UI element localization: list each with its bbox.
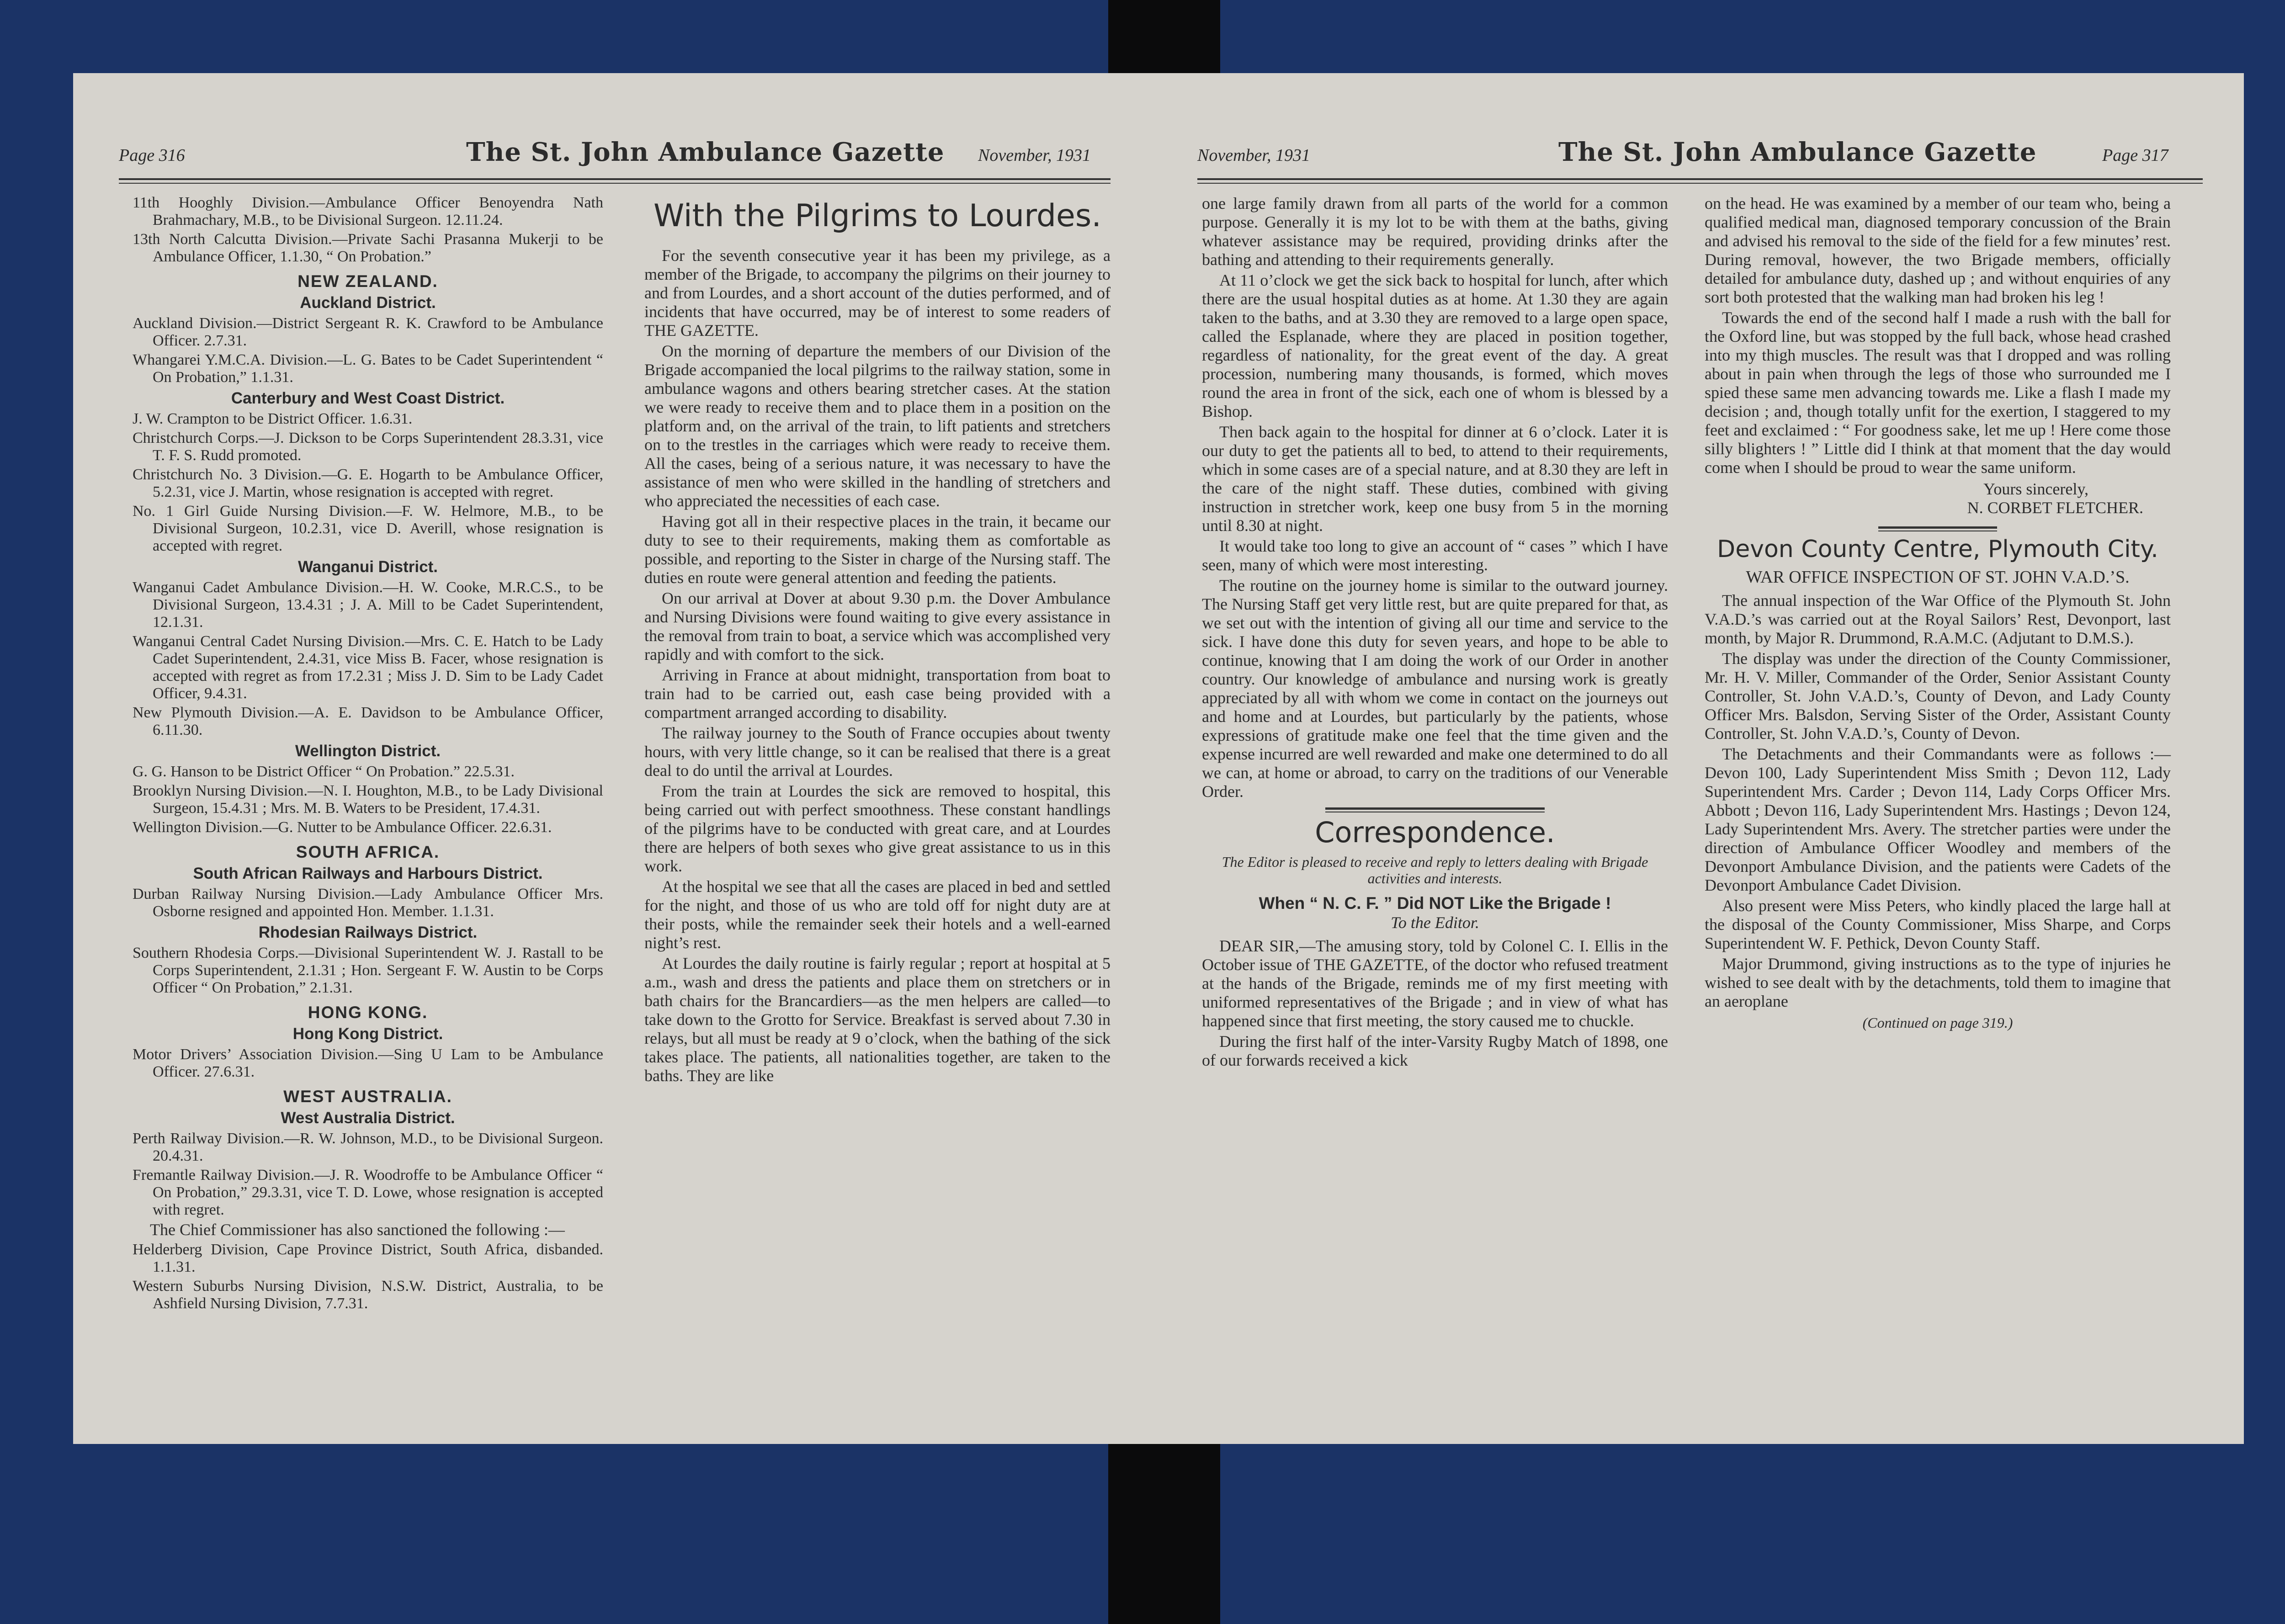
continued-note: (Continued on page 319.): [1862, 1014, 2013, 1031]
issue-date: November, 1931: [1197, 146, 1310, 165]
article-paragraph: At 11 o’clock we get the sick back to hospital for lunch, after which there are the usual hospital duties as at home. At 1.30 they are again taken to the baths, and at 3.30 they are removed to a large open space, called the Esplanade, where they are placed in position together, regardless of nationality, for the great event of the day. A great procession, numbering many thousands, is formed, which moves round the area in front of the sick, each one of whom is blessed by a Bishop.: [1202, 271, 1668, 420]
district-heading: West Australia District.: [281, 1109, 455, 1127]
correspondence-title: Correspondence.: [1315, 816, 1555, 849]
header-rule-thin: [119, 183, 1111, 184]
right-page: [1156, 73, 2244, 1444]
page-number: Page 316: [119, 146, 185, 165]
article-paragraph: On the morning of departure the members of our Division of the Brigade accompanied the local pilgrims to the railway station, some in ambulance wagons and others bearing stretcher cases. At the station we were ready to receive them and to place them in a position on the platform and, on the arrival of the train, to lift patients and stretchers on to the trestles in the carriages which were ready to receive them. All the cases, being of a serious nature, it was necessary to have the assistance of men who were skilled in the handling of stretchers and who appreciated the necessities of each case.: [644, 342, 1111, 510]
article-paragraph: From the train at Lourdes the sick are removed to hospital, this being carried out with perfect smoothness. These constant handlings of the pilgrims have to be conducted with great care, and at Lourdes there are helpers of both sexes who give great assistance to us in this work.: [644, 782, 1111, 875]
devon-paragraph: Major Drummond, giving instructions as to the type of injuries he wished to see dealt with by the detachments, told them to imagine that an aeroplane: [1705, 955, 2171, 1010]
country-heading: NEW ZEALAND.: [298, 272, 438, 291]
letter-paragraph: on the head. He was examined by a member of our team who, being a qualified medical man, diagnosed temporary concussion of the Brain and advised his removal to the side of the field for a few minutes’ rest. During removal, however, the two Brigade members, officially detailed for ambulance duty, dashed up ; and without enquiries of any sort both protested that the walking man had broken his leg !: [1705, 194, 2171, 306]
appointment-entry: Whangarei Y.M.C.A. Division.—L. G. Bates to be Cadet Superintendent “ On Probation,” 1.1.31.: [133, 351, 603, 386]
article-paragraph: For the seventh consecutive year it has been my privilege, as a member of the Brigade, to accompany the pilgrims on their journey to and from Lourdes, and a short account of the duties performed, and of incidents that have occurred, may be of interest to some readers of THE GAZETTE.: [644, 246, 1111, 340]
article-paragraph: Then back again to the hospital for dinner at 6 o’clock. Later it is our duty to get the patients all to bed, to attend to their requirements, which in some cases are of a special nature, and at 8.30 they are left in the care of the night staff. These duties, combined with giving instruction in stretcher work, keep one busy from 5 in the morning until 8.30 at night.: [1202, 423, 1668, 535]
district-heading: South African Railways and Harbours District.: [193, 865, 543, 882]
appointment-entry: Perth Railway Division.—R. W. Johnson, M.D., to be Divisional Surgeon. 20.4.31.: [133, 1130, 603, 1164]
appointment-entry: Southern Rhodesia Corps.—Divisional Superintendent W. J. Rastall to be Corps Superintendent, 2.1.31 ; Hon. Sergeant F. W. Austin to be Corps Officer “ On Probation,” 2.1.31.: [133, 945, 603, 996]
devon-paragraph: Also present were Miss Peters, who kindly placed the large hall at the disposal of the County Commissioner, Miss Sharpe, and Corps Superintendent W. F. Pethick, Devon County Staff.: [1705, 897, 2171, 952]
country-heading: WEST AUSTRALIA.: [283, 1087, 452, 1106]
appointment-entry: 11th Hooghly Division.—Ambulance Officer Benoyendra Nath Brahmachary, M.B., to be Divisional Surgeon. 12.11.24.: [133, 194, 603, 228]
country-heading: SOUTH AFRICA.: [296, 843, 440, 861]
left-page: [73, 73, 1156, 1444]
issue-date: November, 1931: [978, 146, 1091, 165]
page-number: Page 317: [2102, 146, 2168, 165]
district-heading: Canterbury and West Coast District.: [231, 389, 505, 407]
country-heading: HONG KONG.: [308, 1003, 428, 1022]
letter-signature: N. CORBET FLETCHER.: [1967, 499, 2143, 517]
letter-salutation-line: To the Editor.: [1391, 913, 1479, 932]
article-paragraph: It would take too long to give an account of “ cases ” which I have seen, many of which were most interesting.: [1202, 537, 1668, 574]
letter-paragraph: Towards the end of the second half I made a rush with the ball for the Oxford line, but was stopped by the full back, whose head crashed into my thigh muscles. The result was that I dropped and was rolling about in pain when through the legs of those who surrounded me I spied these same men advancing towards me. Like a flash I made my decision ; and, though totally unfit for the exertion, I staggered to my feet and exclaimed : “ For goodness sake, let me up ! Here come those silly blighters ! ” Little did I think at that moment that the day would come when I should be proud to wear the same uniform.: [1705, 308, 2171, 477]
note-paragraph: The Chief Commissioner has also sanctioned the following :—: [150, 1221, 565, 1239]
letter-paragraph: DEAR SIR,—The amusing story, told by Colonel C. I. Ellis in the October issue of THE GAZETTE, of the doctor who refused treatment at the hands of the Brigade, reminds me of my first meeting with uniformed representatives of the Brigade ; and in view of what has happened since that first meeting, the story caused me to chuckle.: [1202, 937, 1668, 1030]
devon-paragraph: The annual inspection of the War Office of the Plymouth St. John V.A.D.’s was carried out at the Royal Sailors’ Rest, Devonport, last month, by Major R. Drummond, R.A.M.C. (Adjutant to D.M.S.).: [1705, 591, 2171, 647]
article-paragraph: one large family drawn from all parts of the world for a common purpose. Generally it is my lot to be with them at the baths, giving whatever assistance may be required, providing drinks after the bathing and attending to their requirements generally.: [1202, 194, 1668, 269]
appointment-entry: Durban Railway Nursing Division.—Lady Ambulance Officer Mrs. Osborne resigned and appointed Hon. Member. 1.1.31.: [133, 886, 603, 920]
district-heading: Wellington District.: [295, 742, 441, 760]
appointment-entry: Wellington Division.—G. Nutter to be Ambulance Officer. 22.6.31.: [133, 819, 552, 836]
letter-closing: Yours sincerely,: [1983, 480, 2088, 498]
appointment-entry: Christchurch Corps.—J. Dickson to be Corps Superintendent 28.3.31, vice T. F. S. Rudd promoted.: [133, 430, 603, 464]
appointment-entry: Auckland Division.—District Sergeant R. K. Crawford to be Ambulance Officer. 2.7.31.: [133, 315, 603, 349]
masthead: The St. John Ambulance Gazette: [466, 137, 945, 167]
appointment-entry: New Plymouth Division.—A. E. Davidson to be Ambulance Officer, 6.11.30.: [133, 704, 603, 738]
article-paragraph: The railway journey to the South of France occupies about twenty hours, with very little change, so it can be realised that there is a great deal to do until the arrival at Lourdes.: [644, 724, 1111, 780]
devon-paragraph: The Detachments and their Commandants were as follows :—Devon 100, Lady Superintendent Miss Smith ; Devon 112, Lady Superintendent Mrs. Carder ; Devon 114, Lady Corps Officer Mrs. Abbott ; Devon 116, Lady Superintendent Mrs. Hastings ; Devon 124, Lady Superintendent Mrs. Avery. The stretcher parties were under the direction of Ambulance Officer Woodley and members of the Devonport Ambulance Division, and the patients were Cadets of the Devonport Ambulance Cadet Division.: [1705, 745, 2171, 894]
appointment-entry: Helderberg Division, Cape Province District, South Africa, disbanded. 1.1.31.: [133, 1241, 603, 1275]
district-heading: Wanganui District.: [298, 558, 438, 576]
section-rule: [1878, 526, 1997, 531]
article-title: With the Pilgrims to Lourdes.: [654, 198, 1101, 234]
editor-note: The Editor is pleased to receive and reply to letters dealing with Brigade activities and interests.: [1222, 854, 1648, 886]
appointment-entry: J. W. Crampton to be District Officer. 1.6.31.: [133, 410, 413, 427]
appointment-entry: Motor Drivers’ Association Division.—Sing U Lam to be Ambulance Officer. 27.6.31.: [133, 1046, 603, 1080]
header-rule: [1197, 178, 2203, 180]
appointment-entry: No. 1 Girl Guide Nursing Division.—F. W. Helmore, M.B., to be Divisional Surgeon, 10.2.31, vice D. Averill, whose resignation is accepted with regret.: [133, 503, 603, 554]
header-rule: [119, 178, 1111, 180]
lourdes-article: [644, 194, 1111, 1087]
article-paragraph: Having got all in their respective places in the train, it became our duty to see to their requirements, making them as comfortable as possible, and reporting to the Sister in charge of the Nursing staff. The duties en route were general attention and feeding the patients.: [644, 512, 1111, 587]
letter-and-devon-column: [1705, 194, 2171, 1032]
appointment-entry: Wanganui Cadet Ambulance Division.—H. W. Cooke, M.R.C.S., to be Divisional Surgeon, 13.4.31 ; J. A. Mill to be Cadet Superintendent, 12.1.31.: [133, 579, 603, 631]
article-paragraph: At Lourdes the daily routine is fairly regular ; report at hospital at 5 a.m., wash and dress the patients and place them on stretchers or in bath chairs for the Brancardiers—as the men helpers are called—to take down to the Grotto for Service. Breakfast is served about 7.30 in relays, but all must be ready at 9 o’clock, when the bathing of the sick takes place. The patients, all nationalities together, are taken to the baths. They are like: [644, 954, 1111, 1085]
district-heading: Auckland District.: [300, 294, 436, 312]
article-paragraph: On our arrival at Dover at about 9.30 p.m. the Dover Ambulance and Nursing Divisions were found waiting to give every assistance in the removal from train to boat, a service which was accomplished very rapidly and with comfort to the sick.: [644, 589, 1111, 663]
appointment-entry: G. G. Hanson to be District Officer “ On Probation.” 22.5.31.: [133, 763, 515, 780]
appointment-entry: Fremantle Railway Division.—J. R. Woodroffe to be Ambulance Officer “ On Probation,” 29.3.31, vice T. D. Lowe, whose resignation is accepted with regret.: [133, 1167, 603, 1218]
letter-paragraph: During the first half of the inter-Varsity Rugby Match of 1898, one of our forwards received a kick: [1202, 1032, 1668, 1069]
header-rule-thin: [1197, 183, 2203, 184]
lourdes-continued-column: [1202, 194, 1668, 1072]
district-heading: Rhodesian Railways District.: [258, 923, 478, 941]
letter-heading: When “ N. C. F. ” Did NOT Like the Brigade !: [1259, 894, 1611, 913]
devon-subheading: WAR OFFICE INSPECTION OF ST. JOHN V.A.D.’S.: [1746, 568, 2130, 587]
article-paragraph: The routine on the journey home is similar to the outward journey. The Nursing Staff get very little rest, but are quite prepared for that, as we set out with the intention of giving all our time and service to the sick. I have done this duty for seven years, and hope to be able to continue, knowing that I am doing the work of our Order in another country. Our knowledge of ambulance and nursing work is greatly appreciated by all with whom we come in contact on the journeys out and home and at Lourdes, but particularly by the patients, whose expressions of gratitude make one feel that the time given and the expense incurred are well rewarded and make one determined to do all we can, at home or abroad, to carry on the traditions of our Venerable Order.: [1202, 576, 1668, 801]
appointment-entry: Wanganui Central Cadet Nursing Division.—Mrs. C. E. Hatch to be Lady Cadet Superintendent, 2.4.31, vice Miss B. Facer, whose resignation is accepted with regret as from 17.2.31 ; Miss J. D. Sim to be Lady Cadet Officer, 9.4.31.: [133, 633, 603, 702]
appointment-entry: Christchurch No. 3 Division.—G. E. Hogarth to be Ambulance Officer, 5.2.31, vice J. Martin, whose resignation is accepted with regret.: [133, 466, 603, 500]
appointment-entry: Brooklyn Nursing Division.—N. I. Houghton, M.B., to be Lady Divisional Surgeon, 15.4.31 ; Mrs. M. B. Waters to be President, 17.4.31.: [133, 782, 603, 817]
article-paragraph: Arriving in France at about midnight, transportation from boat to train had to be carried out, eash case being provided with a compartment arranged according to disability.: [644, 666, 1111, 722]
devon-title: Devon County Centre, Plymouth City.: [1717, 536, 2158, 563]
appointment-entry: Western Suburbs Nursing Division, N.S.W. District, Australia, to be Ashfield Nursing Division, 7.7.31.: [133, 1278, 603, 1312]
section-rule: [1325, 807, 1545, 812]
appointments-column: [133, 194, 603, 1314]
masthead: The St. John Ambulance Gazette: [1558, 137, 2037, 167]
article-paragraph: At the hospital we see that all the cases are placed in bed and settled for the night, and those of us who are told off for night duty are at their posts, while the remainder seek their hotels and a well-earned night’s rest.: [644, 877, 1111, 952]
right-page-header: [1197, 137, 2203, 178]
left-page-header: [119, 137, 1111, 178]
devon-paragraph: The display was under the direction of the County Commissioner, Mr. H. V. Miller, Commander of the Order, Senior Assistant County Controller, St. John V.A.D.’s, County of Devon, and Lady County Officer Mrs. Balsdon, Serving Sister of the Order, Assistant County Controller, St. John V.A.D.’s, County of Devon.: [1705, 649, 2171, 743]
appointment-entry: 13th North Calcutta Division.—Private Sachi Prasanna Mukerji to be Ambulance Officer, 1.1.30, “ On Probation.”: [133, 231, 603, 265]
district-heading: Hong Kong District.: [292, 1025, 443, 1043]
